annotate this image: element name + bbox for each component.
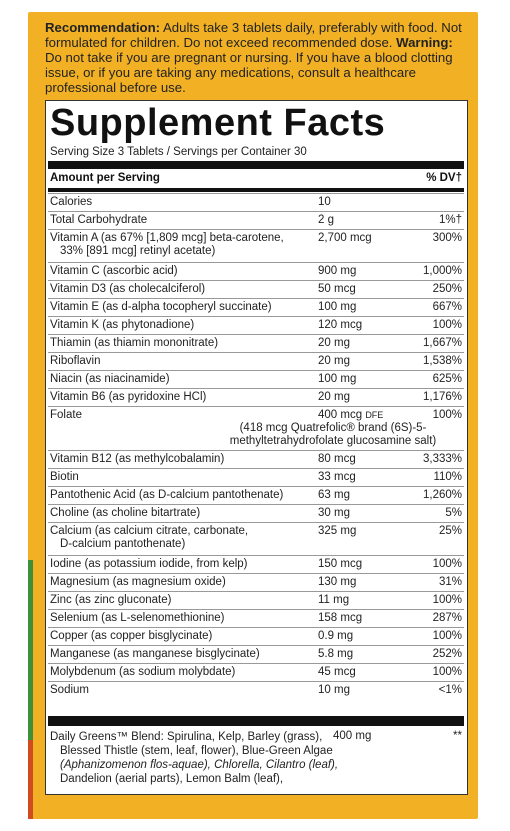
blend-amount: 400 mg bbox=[333, 730, 372, 742]
nutrient-dv: 252% bbox=[432, 648, 462, 660]
nutrient-dv: 5% bbox=[445, 507, 462, 519]
nutrient-row bbox=[48, 406, 464, 450]
nutrient-row bbox=[48, 627, 464, 645]
nutrient-name-text: Vitamin K (as phytonadione) bbox=[50, 319, 195, 331]
nutrient-row bbox=[48, 370, 464, 388]
folate-source-line-2: methyltetrahydrofolate glucosamine salt) bbox=[229, 435, 437, 447]
nutrient-name bbox=[50, 507, 320, 520]
nutrient-row bbox=[48, 645, 464, 663]
nutrient-amount-value: 63 mg bbox=[318, 489, 350, 501]
nutrient-row bbox=[48, 262, 464, 280]
nutrient-dv: 100% bbox=[432, 630, 462, 642]
nutrient-row bbox=[48, 555, 464, 573]
nutrient-dv: 100% bbox=[432, 594, 462, 606]
nutrient-dv: 1%† bbox=[438, 214, 462, 226]
blend-line-4: Dandelion (aerial parts), Lemon Balm (leaf), bbox=[60, 773, 284, 785]
nutrient-dv: 300% bbox=[432, 232, 462, 244]
nutrient-name bbox=[50, 214, 320, 227]
recommendation-warning-text bbox=[45, 20, 470, 95]
nutrient-name bbox=[50, 489, 320, 502]
nutrient-name-text: Vitamin B12 (as methylcobalamin) bbox=[50, 453, 225, 465]
nutrient-amount-value: 0.9 mg bbox=[318, 630, 354, 642]
nutrient-amount-value: 130 mg bbox=[318, 576, 357, 588]
serving-size: Serving Size 3 Tablets / Servings per Container 30 bbox=[50, 146, 307, 158]
nutrient-amount-value: 20 mg bbox=[318, 355, 350, 367]
nutrient-amount-value: 80 mcg bbox=[318, 453, 356, 465]
nutrient-row bbox=[48, 591, 464, 609]
nutrient-name bbox=[50, 265, 320, 278]
nutrient-name-text: Iodine (as potassium iodide, from kelp) bbox=[50, 558, 248, 570]
nutrient-amount-value: 900 mg bbox=[318, 265, 357, 277]
nutrient-name bbox=[50, 594, 320, 607]
nutrient-name-text: Pantothenic Acid (as D-calcium pantothenate) bbox=[50, 489, 284, 501]
nutrient-name bbox=[50, 232, 320, 258]
nutrient-dv: 1,176% bbox=[422, 391, 462, 403]
nutrient-amount-value: 2 g bbox=[318, 214, 334, 226]
nutrient-amount-value: 30 mg bbox=[318, 507, 350, 519]
nutrient-row bbox=[48, 486, 464, 504]
nutrient-amount-value: 10 mg bbox=[318, 684, 350, 696]
nutrient-name-text: Selenium (as L-selenomethionine) bbox=[50, 612, 225, 624]
nutrient-dv: 625% bbox=[432, 373, 462, 385]
nutrient-amount-value: 400 mcg bbox=[318, 409, 363, 421]
nutrient-dv: 287% bbox=[432, 612, 462, 624]
nutrient-row bbox=[48, 388, 464, 406]
nutrient-dv: 100% bbox=[432, 558, 462, 570]
recommendation-text: Adults take 3 tablets daily, preferably with food. Not formulated for children. Do not exceed recommended dose. bbox=[45, 20, 462, 50]
nutrient-name-text: Niacin (as niacinamide) bbox=[50, 373, 170, 385]
nutrient-amount-value: 20 mg bbox=[318, 391, 350, 403]
nutrient-name-text: Vitamin D3 (as cholecalciferol) bbox=[50, 283, 206, 295]
nutrient-name bbox=[50, 630, 320, 643]
amount-header: Amount per Serving bbox=[50, 172, 160, 184]
nutrient-amount-value: 2,700 mcg bbox=[318, 232, 372, 244]
blend-line-2: Blessed Thistle (stem, leaf, flower), Blue-Green Algae bbox=[60, 745, 333, 757]
nutrient-name bbox=[50, 684, 320, 697]
nutrient-name-text: Vitamin B6 (as pyridoxine HCl) bbox=[50, 391, 207, 403]
nutrient-dv: 1,260% bbox=[422, 489, 462, 501]
nutrient-dv: 3,333% bbox=[422, 453, 462, 465]
nutrient-row bbox=[48, 573, 464, 591]
nutrient-name-text: Biotin bbox=[50, 471, 79, 483]
nutrient-name-text: Calories bbox=[50, 196, 93, 208]
nutrient-amount-value: 10 bbox=[318, 196, 331, 208]
nutrient-name-text: Magnesium (as magnesium oxide) bbox=[50, 576, 226, 588]
nutrient-row bbox=[48, 522, 464, 555]
nutrient-row bbox=[48, 280, 464, 298]
nutrient-name-text: Total Carbohydrate bbox=[50, 214, 148, 226]
nutrient-name bbox=[50, 666, 320, 679]
dv-header: % DV† bbox=[426, 172, 462, 184]
nutrient-amount-value: 100 mg bbox=[318, 301, 357, 313]
thick-divider-bottom bbox=[48, 716, 464, 726]
nutrient-name-text: Vitamin E (as d-alpha tocopheryl succinate) bbox=[50, 301, 272, 313]
nutrient-name-text: Choline (as choline bitartrate) bbox=[50, 507, 201, 519]
nutrient-dv: 1,667% bbox=[422, 337, 462, 349]
nutrient-name-text: Manganese (as manganese bisglycinate) bbox=[50, 648, 260, 660]
nutrient-amount-value: 158 mcg bbox=[318, 612, 363, 624]
nutrient-name-text: Sodium bbox=[50, 684, 89, 696]
nutrient-dv: 31% bbox=[438, 576, 462, 588]
nutrient-name-text: Molybdenum (as sodium molybdate) bbox=[50, 666, 236, 678]
nutrient-dv: 667% bbox=[432, 301, 462, 313]
nutrient-name bbox=[50, 576, 320, 589]
nutrient-dv: 100% bbox=[432, 409, 462, 421]
nutrient-row bbox=[48, 681, 464, 699]
nutrient-name-text: Calcium (as calcium citrate, carbonate, bbox=[50, 525, 249, 537]
nutrient-row bbox=[48, 229, 464, 262]
nutrient-row bbox=[48, 193, 464, 211]
nutrient-name-text: Thiamin (as thiamin mononitrate) bbox=[50, 337, 219, 349]
nutrient-amount-value: 100 mg bbox=[318, 373, 357, 385]
nutrient-amount-value: 50 mcg bbox=[318, 283, 356, 295]
nutrient-name bbox=[50, 301, 320, 314]
green-edge-stripe bbox=[28, 560, 33, 740]
nutrient-dv: <1% bbox=[438, 684, 462, 696]
blend-line-3: (Aphanizomenon flos-aquae), Chlorella, Cilantro (leaf), bbox=[60, 759, 339, 771]
nutrient-dv: 250% bbox=[432, 283, 462, 295]
nutrient-name-text: Folate bbox=[50, 409, 82, 421]
nutrient-row bbox=[48, 352, 464, 370]
nutrient-row bbox=[48, 316, 464, 334]
nutrient-row bbox=[48, 609, 464, 627]
nutrient-dv: 100% bbox=[432, 666, 462, 678]
nutrient-row bbox=[48, 334, 464, 352]
nutrient-name bbox=[50, 409, 320, 422]
nutrient-name bbox=[50, 355, 320, 368]
nutrient-dv: 1,000% bbox=[422, 265, 462, 277]
warning-label: Warning: bbox=[396, 35, 453, 50]
nutrient-name bbox=[50, 525, 320, 551]
warning-text: Do not take if you are pregnant or nursing. If you have a blood clotting issue, or if you are taking any medications, consult a healthcare professional before use. bbox=[45, 50, 453, 95]
nutrient-name bbox=[50, 453, 320, 466]
panel-title: Supplement Facts bbox=[50, 102, 386, 144]
nutrient-amount-value: 33 mcg bbox=[318, 471, 356, 483]
nutrient-name bbox=[50, 373, 320, 386]
folate-source-note bbox=[213, 422, 453, 448]
nutrient-amount-value: 120 mcg bbox=[318, 319, 363, 331]
nutrient-dv: 110% bbox=[433, 471, 462, 483]
blend-description bbox=[50, 730, 350, 786]
nutrient-row bbox=[48, 298, 464, 316]
folate-source-line-1: (418 mcg Quatrefolic® brand (6S)-5- bbox=[239, 422, 427, 434]
nutrient-amount-value: 45 mcg bbox=[318, 666, 356, 678]
nutrient-amount bbox=[318, 196, 438, 208]
nutrient-amount-unit: DFE bbox=[365, 410, 384, 420]
nutrient-amount-value: 325 mg bbox=[318, 525, 357, 537]
nutrient-name bbox=[50, 391, 320, 404]
nutrient-name-text: Vitamin A (as 67% [1,809 mcg] beta-carotene, bbox=[50, 232, 284, 244]
nutrient-name bbox=[50, 471, 320, 484]
nutrient-row bbox=[48, 211, 464, 229]
nutrient-name bbox=[50, 558, 320, 571]
nutrient-amount-value: 20 mg bbox=[318, 337, 350, 349]
nutrient-name-text: Copper (as copper bisglycinate) bbox=[50, 630, 213, 642]
red-edge-stripe bbox=[28, 740, 33, 819]
nutrient-amount-value: 150 mcg bbox=[318, 558, 363, 570]
nutrient-name-continued: 33% [891 mcg] retinyl acetate) bbox=[60, 245, 216, 257]
nutrient-name bbox=[50, 319, 320, 332]
divider-header bbox=[48, 188, 464, 192]
nutrient-name-text: Riboflavin bbox=[50, 355, 101, 367]
nutrient-amount-value: 11 mg bbox=[318, 594, 350, 606]
nutrient-name-continued: D-calcium pantothenate) bbox=[60, 538, 186, 550]
nutrient-name-text: Vitamin C (ascorbic acid) bbox=[50, 265, 178, 277]
nutrient-name bbox=[50, 648, 320, 661]
nutrient-dv: 1,538% bbox=[422, 355, 462, 367]
nutrient-name bbox=[50, 196, 320, 209]
nutrient-row bbox=[48, 663, 464, 681]
nutrient-dv: 25% bbox=[438, 525, 462, 537]
recommendation-label: Recommendation: bbox=[45, 20, 161, 35]
nutrient-name bbox=[50, 283, 320, 296]
nutrient-dv: 100% bbox=[432, 319, 462, 331]
nutrient-row bbox=[48, 504, 464, 522]
thick-divider-top bbox=[48, 161, 464, 169]
blend-dv: ** bbox=[453, 730, 462, 742]
blend-line-1: Daily Greens™ Blend: Spirulina, Kelp, Barley (grass), bbox=[50, 731, 323, 743]
nutrient-name bbox=[50, 612, 320, 625]
nutrient-amount-value: 5.8 mg bbox=[318, 648, 354, 660]
nutrient-name bbox=[50, 337, 320, 350]
nutrient-row bbox=[48, 468, 464, 486]
nutrient-row bbox=[48, 450, 464, 468]
nutrient-name-text: Zinc (as zinc gluconate) bbox=[50, 594, 172, 606]
